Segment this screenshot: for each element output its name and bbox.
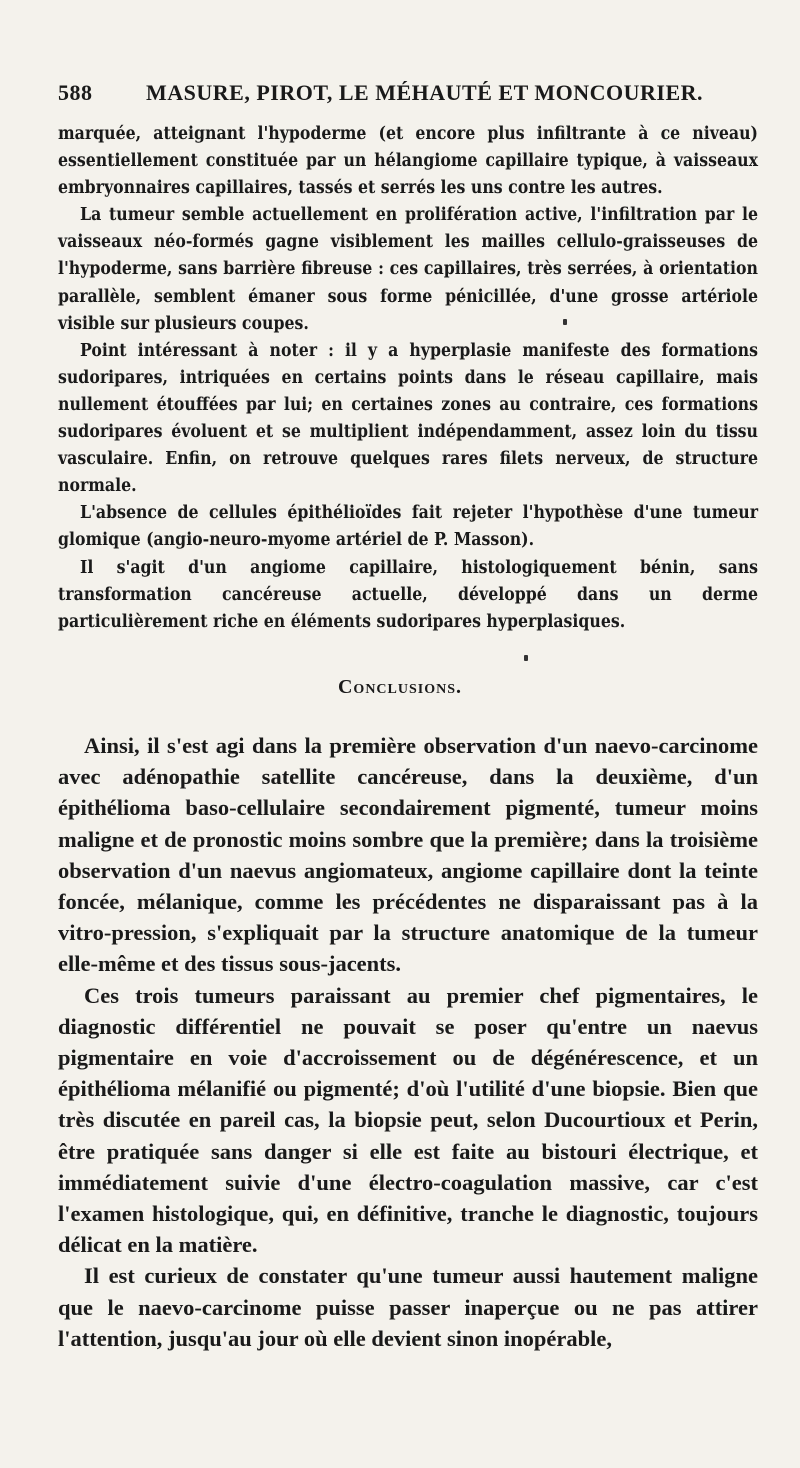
print-speck xyxy=(563,319,567,325)
section-title-conclusions: Conclusions. xyxy=(337,676,463,698)
running-header xyxy=(58,80,758,112)
paragraph: L'absence de cellules épithélioïdes fait rejeter l'hypothèse d'une tumeur glomique (angio-neuro-myome artériel de P. Masson). xyxy=(58,503,758,551)
paragraph: marquée, atteignant l'hypoderme (et encore plus infiltrante à ce niveau) essentiellement constituée par un hélangiome capillaire typique, à vaisseaux embryonnaires capillaires, tassés et serrés les uns contre les autres. xyxy=(58,124,758,199)
histology-description xyxy=(58,121,758,636)
paragraph: La tumeur semble actuellement en prolifération active, l'infiltration par le vaisseaux néo-formés gagne visiblement les mailles cellulo-graisseuses de l'hypoderme, sans barrière fibreuse : ces capillaires, très serrées, à orientation parallèle, semblent émaner sous forme pénicillée, d'une grosse artériole visible sur plusieurs coupes. xyxy=(58,205,758,334)
paragraph: Ainsi, il s'est agi dans la première observation d'un naevo-carcinome avec adénopathie satellite cancéreuse, dans la deuxième, d'un épithélioma baso-cellulaire secondairement pigmenté, tumeur moins maligne et de pronostic moins sombre que la première; dans la troisième observation d'un naevus angiomateux, angiome capillaire dont la teinte foncée, mélanique, comme les précédentes ne disparaissant pas à la vitro-pression, s'expliquait par la structure anatomique de la tumeur elle-même et des tissus sous-jacents. xyxy=(58,733,758,977)
paragraph: Point intéressant à noter : il y a hyperplasie manifeste des formations sudoripares, intriquées en certains points dans le réseau capillaire, mais nullement étouffées par lui; en certaines zones au contraire, ces formations sudoripares évoluent et se multiplient indépendamment, assez loin du tissu vasculaire. Enfin, on retrouve quelques rares filets nerveux, de structure normale. xyxy=(58,340,758,497)
conclusions-text xyxy=(58,730,758,1354)
paragraph: Il s'agit d'un angiome capillaire, histologiquement bénin, sans transformation cancéreuse actuelle, développé dans un derme particulièrement riche en éléments sudoripares hyperplasiques. xyxy=(58,557,758,632)
header-authors: MASURE, PIROT, LE MÉHAUTÉ ET MONCOURIER. xyxy=(146,80,704,105)
print-speck xyxy=(524,655,528,661)
paragraph: Il est curieux de constater qu'une tumeur aussi hautement maligne que le naevo-carcinome puisse passer inaperçue ou ne pas attirer l'attention, jusqu'au jour où elle devient sinon inopérable, xyxy=(58,1263,758,1351)
paragraph: Ces trois tumeurs paraissant au premier chef pigmentaires, le diagnostic différentiel ne pouvait se poser qu'entre un naevus pigmentaire en voie d'accroissement ou de dégénérescence, et un épithélioma mélanifié ou pigmenté; d'où l'utilité d'une biopsie. Bien que très discutée en pareil cas, la biopsie peut, selon Ducourtioux et Perin, être pratiquée sans danger si elle est faite au bistouri électrique, et immédiatement suivie d'une électro-coagulation massive, car c'est l'examen histologique, qui, en définitive, tranche le diagnostic, toujours délicat en la matière. xyxy=(58,982,758,1258)
page-number: 588 xyxy=(58,80,93,105)
